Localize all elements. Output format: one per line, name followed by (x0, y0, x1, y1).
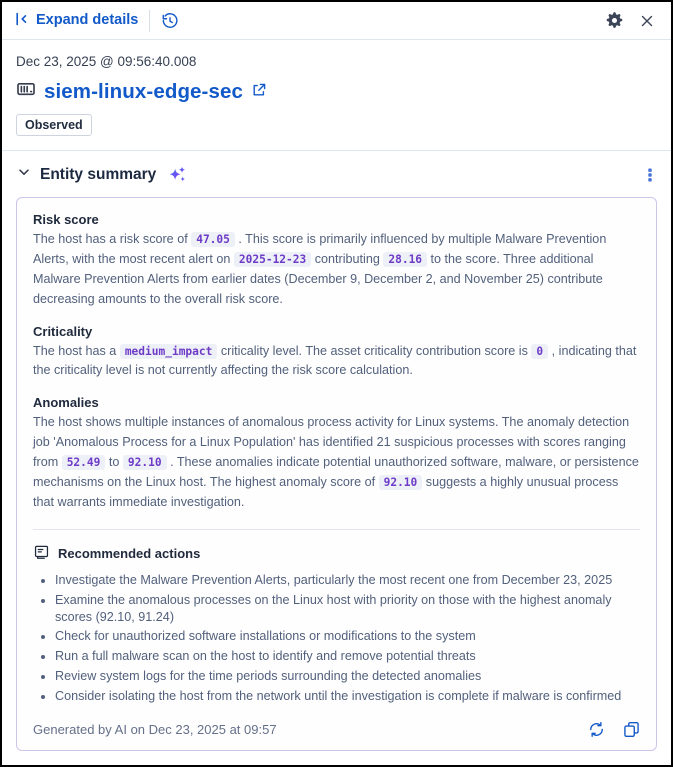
section-divider (2, 150, 671, 151)
code-value: 2025-12-23 (234, 252, 311, 267)
summary-card-footer (33, 721, 640, 738)
history-button[interactable] (161, 12, 179, 30)
entity-summary-block (2, 164, 671, 751)
header-left-group (14, 10, 179, 32)
flyout-header (2, 2, 671, 40)
entity-name: siem-linux-edge-sec (44, 79, 243, 103)
entity-summary-toggle[interactable] (16, 164, 187, 185)
action-item: • Examine the anomalous processes on the Linux host with priority on those with the highest anomaly scores (92.10, 91.24) (55, 592, 640, 626)
action-item: • Review system logs for the time periods surrounding the detected anomalies (55, 668, 640, 685)
recommended-actions-title: Recommended actions (58, 546, 201, 562)
section-text: The host has a risk score of 47.05 . This score is primarily influenced by multiple Malware Prevention Alerts, with the most recent alert on 2025-12-23 contributing 28.16 to the score. Three additional Malware Prevention Alerts from earlier dates (December 9, December 2, and November 25) contribute decreasing amounts to the overall risk score. (33, 232, 607, 306)
checklist-icon (33, 544, 50, 564)
copy-icon (623, 721, 640, 738)
section-text: The host has a medium_impact criticality level. The asset criticality contribution score is 0 , indicating that the criticality level is not currently affecting the risk score calculation. (33, 343, 637, 378)
section-title: Criticality (33, 323, 93, 339)
action-item: • Run a full malware scan on the host to identify and remove potential threats (55, 648, 640, 665)
generated-by-text: Generated by AI on Dec 23, 2025 at 09:57 (33, 721, 277, 737)
refresh-icon (588, 721, 605, 738)
action-item: • Investigate the Malware Prevention Alerts, particularly the most recent one from December 23, 2025 (55, 572, 640, 589)
regenerate-button[interactable] (588, 721, 605, 738)
summary-menu-button[interactable] (643, 167, 657, 183)
summary-sections (33, 212, 640, 513)
entity-summary-title: Entity summary (40, 165, 157, 183)
observed-badge: Observed (16, 114, 92, 136)
section-title: Risk score (33, 212, 99, 227)
chevron-down-icon (16, 164, 32, 185)
sparkles-icon (168, 165, 187, 184)
section-risk-score (33, 212, 640, 310)
popout-icon (251, 80, 267, 104)
entity-summary-header (16, 164, 657, 185)
entity-title-row (16, 79, 657, 104)
entity-header-block (2, 54, 671, 136)
recommended-actions-header (33, 544, 640, 564)
settings-button[interactable] (606, 12, 623, 29)
header-right-group (606, 12, 655, 29)
close-button[interactable] (639, 13, 655, 29)
code-value: 0 (531, 344, 548, 359)
entity-summary-card (16, 197, 657, 751)
card-divider (33, 529, 640, 530)
action-item: • Check for unauthorized software installations or modifications to the system (55, 628, 640, 645)
section-text: The host shows multiple instances of anomalous process activity for Linux systems. The anomaly detection job 'Anomalous Process for a Linux Population' has identified 21 suspicious processes with scores ranging from 52.49 to 92.10 . These anomalies indicate potential unauthorized software, malware, or persistence mechanisms on the Linux host. The highest anomaly score of 92.10 suggests a highly unusual process that warrants immediate investigation. (33, 415, 639, 509)
section-title: Anomalies (33, 395, 99, 411)
header-divider (149, 10, 150, 32)
actions-list (33, 572, 640, 705)
code-value: 52.49 (62, 455, 106, 470)
close-icon (639, 13, 655, 29)
action-item: • Consider isolating the host from the network until the investigation is complete if malware is confirmed (55, 688, 640, 705)
gear-icon (606, 12, 623, 29)
boxes-vertical-icon (643, 167, 657, 183)
collapse-left-icon (14, 11, 30, 31)
code-value: 92.10 (123, 455, 167, 470)
event-timestamp: Dec 23, 2025 @ 09:56:40.008 (16, 54, 197, 69)
entity-name-link[interactable] (44, 80, 267, 104)
section-criticality (33, 324, 640, 382)
storage-icon (16, 79, 36, 104)
history-icon (161, 12, 179, 30)
footer-icon-group (588, 721, 640, 738)
section-anomalies (33, 395, 640, 512)
copy-button[interactable] (623, 721, 640, 738)
code-value: medium_impact (120, 344, 218, 359)
expand-details-button[interactable] (14, 11, 138, 31)
code-value: 28.16 (383, 252, 427, 267)
code-value: 92.10 (379, 475, 423, 490)
expand-details-label: Expand details (36, 12, 139, 29)
code-value: 47.05 (191, 232, 235, 247)
